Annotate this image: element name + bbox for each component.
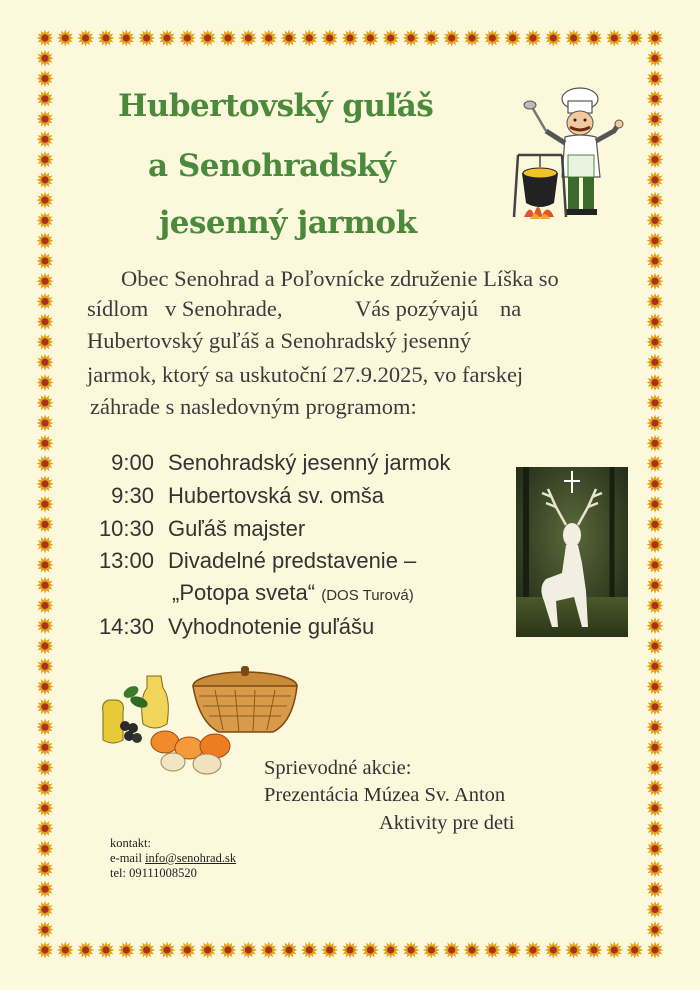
sun-ornament: [647, 881, 664, 898]
intro-line-1: Obec Senohrad a Poľovnícke združenie Líška so: [121, 266, 559, 291]
sun-ornament: [647, 820, 664, 837]
sun-ornament: [37, 901, 54, 918]
title-line-1: Hubertovský guľáš: [118, 88, 434, 124]
sun-ornament: [37, 638, 54, 655]
sun-ornament: [647, 70, 664, 87]
sun-ornament: [118, 30, 135, 47]
program-item-2: Hubertovská sv. omša: [168, 483, 385, 508]
sun-ornament: [647, 252, 664, 269]
sun-ornament: [647, 577, 664, 594]
sun-ornament: [443, 942, 460, 959]
sun-ornament: [362, 942, 379, 959]
title-line-2: a Senohradský: [148, 148, 396, 184]
sun-ornament: [37, 698, 54, 715]
sun-ornament: [403, 30, 420, 47]
sun-ornament: [647, 496, 664, 513]
intro-word-pozyvaju: Vás pozývajú: [355, 296, 479, 321]
sun-ornament: [647, 779, 664, 796]
sun-ornament: [37, 232, 54, 249]
sun-ornament: [98, 942, 115, 959]
sun-ornament: [37, 820, 54, 837]
sun-ornament: [301, 942, 318, 959]
intro-word-na: na: [500, 296, 522, 321]
program-time-2: 9:30: [111, 483, 154, 508]
sun-ornament: [647, 516, 664, 533]
sun-ornament: [626, 30, 643, 47]
sun-ornament: [220, 30, 237, 47]
sun-ornament: [179, 942, 196, 959]
sun-ornament: [37, 70, 54, 87]
sun-ornament: [464, 30, 481, 47]
sun-ornament: [545, 942, 562, 959]
sun-ornament: [37, 374, 54, 391]
sun-ornament: [37, 212, 54, 229]
sun-ornament: [647, 415, 664, 432]
sun-ornament: [647, 313, 664, 330]
sun-ornament: [423, 942, 440, 959]
sun-ornament: [37, 394, 54, 411]
sun-ornament: [37, 921, 54, 938]
sun-ornament: [37, 90, 54, 107]
sun-ornament: [443, 30, 460, 47]
sun-ornament: [647, 638, 664, 655]
sun-ornament: [138, 30, 155, 47]
sun-ornament: [647, 556, 664, 573]
intro-line-4: jarmok, ktorý sa uskutoční 27.9.2025, vo farskej: [87, 362, 524, 387]
contact-email-link[interactable]: info@senohrad.sk: [145, 851, 237, 865]
sun-ornament: [647, 739, 664, 756]
sun-ornament: [647, 536, 664, 553]
sun-ornament: [647, 942, 664, 959]
sun-ornament: [647, 800, 664, 817]
sun-ornament: [199, 942, 216, 959]
sun-ornament: [647, 617, 664, 634]
sun-ornament: [423, 30, 440, 47]
chef-cooking-icon: [510, 85, 630, 235]
program-item-3: Guľáš majster: [168, 516, 306, 541]
sun-ornament: [362, 30, 379, 47]
sun-ornament: [37, 192, 54, 209]
sun-ornament: [37, 779, 54, 796]
sun-ornament: [626, 942, 643, 959]
sun-ornament: [647, 111, 664, 128]
sun-ornament: [37, 415, 54, 432]
sun-ornament: [37, 800, 54, 817]
sun-ornament: [260, 30, 277, 47]
intro-line-2: [87, 296, 525, 322]
sun-ornament: [301, 30, 318, 47]
sun-ornament: [647, 334, 664, 351]
sun-ornament: [647, 232, 664, 249]
contact-email-line: [110, 851, 236, 866]
sun-ornament: [179, 30, 196, 47]
sun-ornament: [647, 151, 664, 168]
sun-ornament: [586, 30, 603, 47]
sun-ornament: [565, 30, 582, 47]
side-events-heading: Sprievodné akcie:: [264, 757, 412, 779]
sun-ornament: [57, 942, 74, 959]
sun-ornament: [647, 860, 664, 877]
sun-ornament: [240, 942, 257, 959]
sun-ornament: [464, 942, 481, 959]
sun-ornament: [647, 30, 664, 47]
program-time-3: 10:30: [98, 516, 154, 541]
program-item-6: Vyhodnotenie guľášu: [168, 614, 375, 639]
sun-ornament: [159, 30, 176, 47]
contact-label: kontakt:: [110, 836, 151, 850]
sun-ornament: [37, 30, 54, 47]
sun-ornament: [525, 30, 542, 47]
sun-ornament: [647, 678, 664, 695]
sun-ornament: [586, 942, 603, 959]
intro-line-5: záhrade s nasledovným programom:: [90, 394, 417, 419]
sun-ornament: [37, 435, 54, 452]
sun-ornament: [37, 354, 54, 371]
sun-ornament: [647, 374, 664, 391]
program-time-6: 14:30: [98, 614, 154, 639]
sun-ornament: [37, 313, 54, 330]
sun-ornament: [647, 455, 664, 472]
sun-ornament: [321, 30, 338, 47]
program-item-1: Senohradský jesenný jarmok: [168, 450, 451, 475]
contact-email-prefix: e-mail: [110, 851, 146, 865]
sun-ornament: [37, 293, 54, 310]
sun-ornament: [647, 273, 664, 290]
contact-tel: tel: 09111008520: [110, 866, 197, 880]
sun-ornament: [138, 942, 155, 959]
sun-ornament: [647, 759, 664, 776]
sun-ornament: [37, 455, 54, 472]
sun-ornament: [647, 475, 664, 492]
sun-ornament: [37, 334, 54, 351]
sun-ornament: [647, 354, 664, 371]
sun-ornament: [647, 921, 664, 938]
sun-ornament: [159, 942, 176, 959]
sun-ornament: [37, 50, 54, 67]
sun-ornament: [37, 617, 54, 634]
sun-ornament: [37, 942, 54, 959]
sun-ornament: [37, 475, 54, 492]
sun-ornament: [606, 942, 623, 959]
program-item-4: Divadelné predstavenie –: [168, 548, 417, 573]
sun-ornament: [37, 658, 54, 675]
sun-ornament: [220, 942, 237, 959]
sun-ornament: [37, 496, 54, 513]
intro-word-v-senohrade: v Senohrade,: [165, 296, 283, 321]
sun-ornament: [37, 171, 54, 188]
sun-ornament: [260, 942, 277, 959]
sun-ornament: [342, 942, 359, 959]
sun-ornament: [98, 30, 115, 47]
sun-ornament: [382, 942, 399, 959]
intro-line-3: Hubertovský guľáš a Senohradský jesenný: [87, 328, 472, 353]
sun-ornament: [37, 860, 54, 877]
sun-ornament: [37, 719, 54, 736]
sun-ornament: [484, 942, 501, 959]
title-line-3: jesenný jarmok: [159, 205, 417, 241]
side-event-kids: Aktivity pre deti: [379, 812, 515, 834]
sun-ornament: [484, 30, 501, 47]
sun-ornament: [647, 293, 664, 310]
sun-ornament: [240, 30, 257, 47]
sun-ornament: [382, 30, 399, 47]
sun-ornament: [37, 577, 54, 594]
sun-ornament: [342, 30, 359, 47]
sun-ornament: [37, 273, 54, 290]
sun-ornament: [647, 719, 664, 736]
sun-ornament: [647, 50, 664, 67]
sun-ornament: [37, 536, 54, 553]
deer-photo: [516, 467, 628, 637]
program-item-5-note: (DOS Turová): [321, 587, 414, 604]
program-item-5-title: „Potopa sveta“: [172, 580, 316, 605]
sun-ornament: [37, 131, 54, 148]
sun-ornament: [647, 171, 664, 188]
sun-ornament: [565, 942, 582, 959]
sun-ornament: [647, 658, 664, 675]
sun-ornament: [647, 435, 664, 452]
program-item-5: [172, 580, 414, 606]
side-event-museum: Prezentácia Múzea Sv. Anton: [264, 784, 506, 806]
sun-ornament: [504, 30, 521, 47]
sun-ornament: [281, 942, 298, 959]
sun-ornament: [647, 131, 664, 148]
sun-ornament: [403, 942, 420, 959]
sun-ornament: [37, 678, 54, 695]
sun-ornament: [606, 30, 623, 47]
sun-ornament: [77, 942, 94, 959]
sun-ornament: [199, 30, 216, 47]
sun-ornament: [57, 30, 74, 47]
sun-ornament: [77, 30, 94, 47]
sun-ornament: [118, 942, 135, 959]
sun-ornament: [37, 597, 54, 614]
sun-ornament: [525, 942, 542, 959]
sun-ornament: [647, 698, 664, 715]
sun-ornament: [647, 901, 664, 918]
intro-word-sidlom: sídlom: [87, 296, 149, 321]
sun-ornament: [37, 840, 54, 857]
sun-ornament: [37, 556, 54, 573]
sun-ornament: [37, 881, 54, 898]
sun-ornament: [545, 30, 562, 47]
sun-ornament: [37, 111, 54, 128]
sun-ornament: [504, 942, 521, 959]
sun-ornament: [647, 192, 664, 209]
sun-ornament: [37, 516, 54, 533]
sun-ornament: [37, 252, 54, 269]
program-time-1: 9:00: [111, 450, 154, 475]
sun-ornament: [281, 30, 298, 47]
sun-ornament: [647, 90, 664, 107]
sun-ornament: [647, 597, 664, 614]
sun-ornament: [37, 759, 54, 776]
sun-ornament: [37, 151, 54, 168]
program-time-4: 13:00: [98, 548, 154, 573]
sun-ornament: [647, 840, 664, 857]
sun-ornament: [647, 212, 664, 229]
sun-ornament: [321, 942, 338, 959]
sun-ornament: [37, 739, 54, 756]
sun-ornament: [647, 394, 664, 411]
